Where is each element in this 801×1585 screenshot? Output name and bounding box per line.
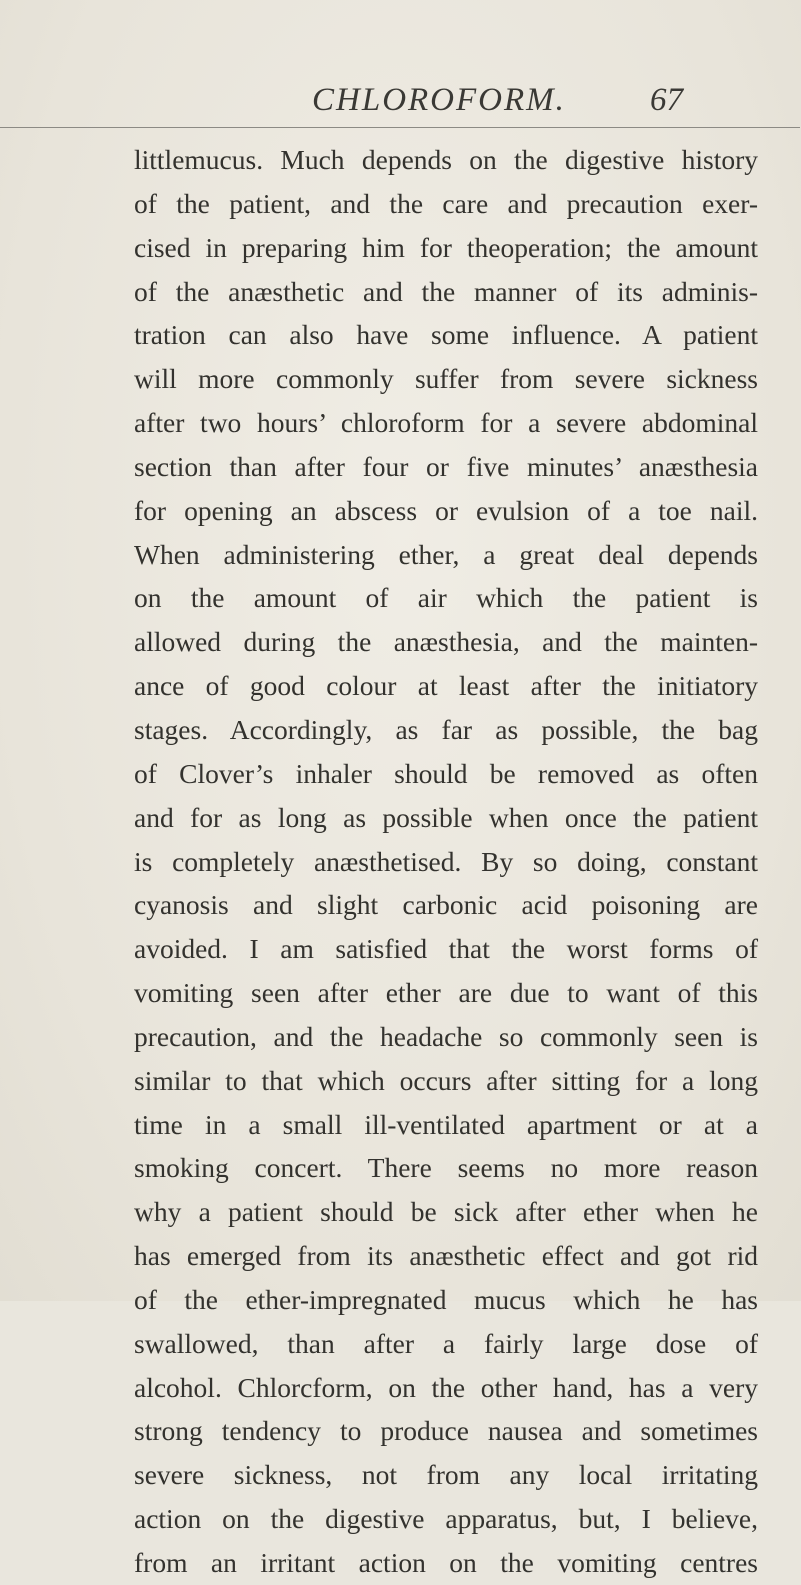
text-line: ance of good colour at least after the initiatory <box>134 670 758 702</box>
body-text <box>134 138 758 1585</box>
text-line: stages. Accordingly, as far as possible, the bag <box>134 713 758 745</box>
text-line: for opening an abscess or evulsion of a toe nail. <box>134 494 758 526</box>
text-line: tration can also have some influence. A patient <box>134 319 758 351</box>
text-line: smoking concert. There seems no more reason <box>134 1152 758 1184</box>
page-number: 67 <box>650 82 683 118</box>
text-line: from an irritant action on the vomiting centres <box>134 1547 758 1578</box>
text-line: precaution, and the headache so commonly seen is <box>134 1020 758 1052</box>
text-line: is completely anæsthetised. By so doing, constant <box>134 845 758 877</box>
text-line: after two hours’ chloroform for a severe abdominal <box>134 407 758 439</box>
text-line: When administering ether, a great deal depends <box>134 538 758 570</box>
text-line: will more commonly suffer from severe sickness <box>134 363 758 395</box>
text-line: strong tendency to produce nausea and sometimes <box>134 1415 758 1447</box>
text-line: on the amount of air which the patient is <box>134 582 758 614</box>
text-line: vomiting seen after ether are due to want of this <box>134 977 758 1009</box>
text-line: similar to that which occurs after sitting for a long <box>134 1064 758 1096</box>
text-line: littlemucus. Much depends on the digestive history <box>134 144 758 175</box>
running-title: CHLOROFORM. <box>312 82 566 118</box>
text-line: and for as long as possible when once the patient <box>134 801 758 833</box>
text-line: allowed during the anæsthesia, and the mainten- <box>134 626 758 658</box>
text-line: swallowed, than after a fairly large dose of <box>134 1327 758 1359</box>
text-line: alcohol. Chlorcform, on the other hand, has a very <box>134 1371 758 1403</box>
text-line: why a patient should be sick after ether when he <box>134 1196 758 1228</box>
page-header <box>0 82 801 122</box>
text-line: has emerged from its anæsthetic effect and got rid <box>134 1240 758 1272</box>
text-line: of Clover’s inhaler should be removed as often <box>134 757 758 789</box>
text-line: of the anæsthetic and the manner of its adminis- <box>134 275 758 307</box>
text-line: cyanosis and slight carbonic acid poisoning are <box>134 889 758 921</box>
text-line: of the patient, and the care and precaution exer- <box>134 187 758 219</box>
text-line: action on the digestive apparatus, but, I believe, <box>134 1503 758 1535</box>
text-line: avoided. I am satisfied that the worst forms of <box>134 933 758 965</box>
text-line: section than after four or five minutes’ anæsthesia <box>134 450 758 482</box>
text-line: severe sickness, not from any local irritating <box>134 1459 758 1491</box>
text-line: cised in preparing him for theoperation; the amount <box>134 231 758 263</box>
text-line: time in a small ill-ventilated apartment or at a <box>134 1108 758 1140</box>
header-rule <box>0 127 800 128</box>
text-line: of the ether-impregnated mucus which he has <box>134 1283 758 1315</box>
